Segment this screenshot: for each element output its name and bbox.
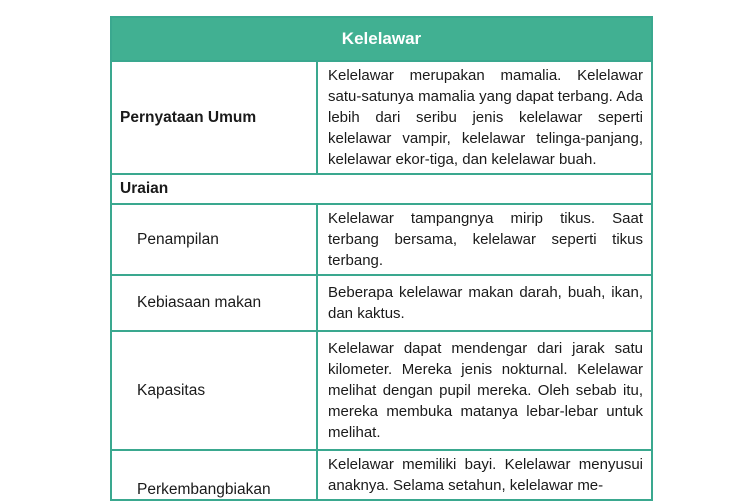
table-title: Kelelawar [112, 18, 651, 62]
table-row [112, 205, 651, 276]
row-label-general: Pernyataan Umum [112, 62, 318, 173]
row-text-general: Kelelawar merupakan mamalia. Kelelawar satu-satunya mamalia yang dapat terbang. Ada lebih dari seribu jenis kelelawar seperti kelelawar vampir, kelelawar telinga-panjang, kelelawar ekor-tiga, dan kelelawar buah. [328, 67, 643, 168]
row-label: Kebiasaan makan [112, 276, 318, 330]
row-text: Kelelawar memiliki bayi. Kelelawar menyusui anaknya. Selama setahun, kelelawar me- [328, 456, 643, 494]
row-general [112, 62, 651, 175]
kelelawar-table [110, 16, 653, 501]
row-label: Penampilan [112, 205, 318, 274]
row-text: Beberapa kelelawar makan darah, buah, ikan, dan kaktus. [328, 284, 643, 322]
row-label: Kapasitas [112, 332, 318, 449]
row-text: Kelelawar tampangnya mirip tikus. Saat terbang bersama, kelelawar seperti tikus terbang. [328, 210, 643, 269]
table-row [112, 451, 651, 499]
table-row [112, 276, 651, 332]
section-row [112, 175, 651, 205]
row-text: Kelelawar dapat mendengar dari jarak satu kilometer. Mereka jenis nokturnal. Kelelawar melihat dengan pupil mereka. Oleh sebab itu, mereka membuka matanya lebar-lebar untuk melihat. [328, 340, 643, 441]
section-label: Uraian [120, 180, 169, 197]
table-row [112, 332, 651, 451]
row-label: Perkembangbiakan [112, 451, 318, 499]
